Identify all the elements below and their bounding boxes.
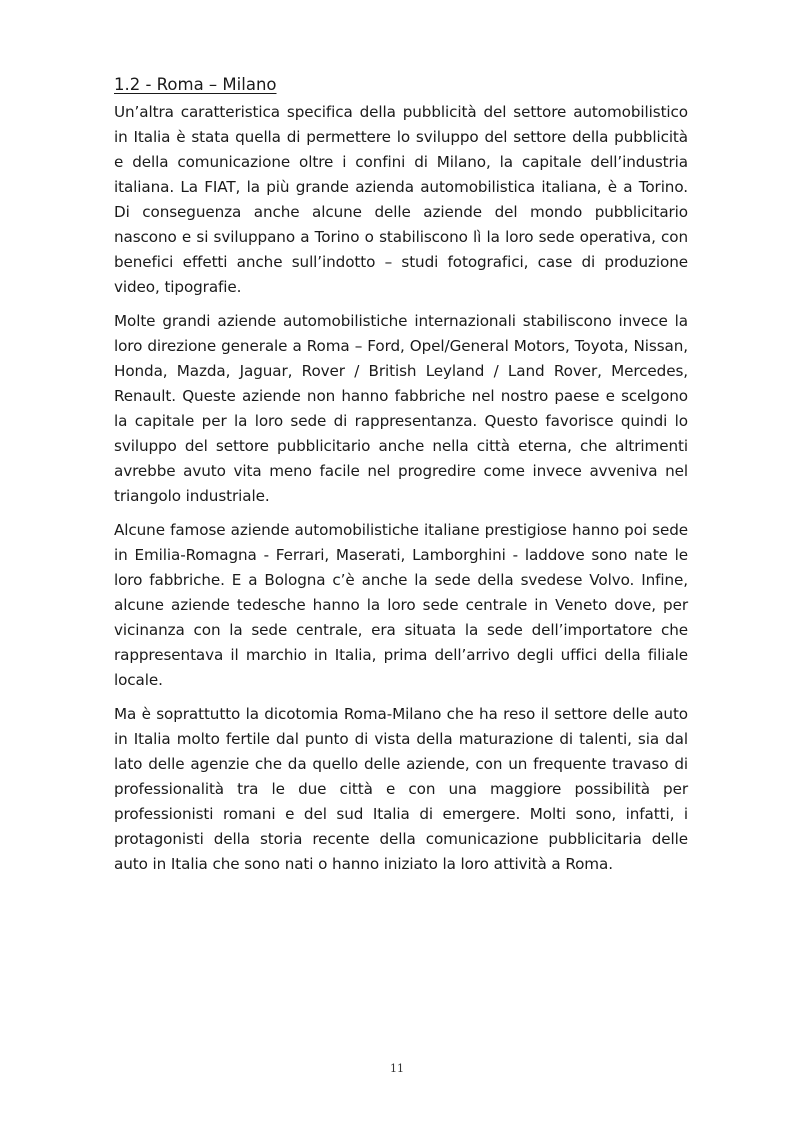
- paragraph-1: Un’altra caratteristica specifica della pubblicità del settore automobilistico in Italia è stata quella di permettere lo sviluppo del settore della pubblicità e della comunicazione oltre i confini di Milano, la capitale dell’industria italiana. La FIAT, la più grande azienda automobilistica italiana, è a Torino. Di conseguenza anche alcune delle aziende del mondo pubblicitario nascono e si sviluppano a Torino o stabiliscono lì la loro sede operativa, con benefici effetti anche sull’indotto – studi fotografici, case di produzione video, tipografie.: [114, 103, 688, 296]
- section-heading: 1.2 - Roma – Milano: [114, 75, 277, 94]
- paragraph-3: Alcune famose aziende automobilistiche italiane prestigiose hanno poi sede in Emilia-Romagna - Ferrari, Maserati, Lamborghini - laddove sono nate le loro fabbriche. E a Bologna c’è anche la sede della svedese Volvo. Infine, alcune aziende tedesche hanno la loro sede centrale in Veneto dove, per vicinanza con la sede centrale, era situata la sede dell’importatore che rappresentava il marchio in Italia, prima dell’arrivo degli uffici della filiale locale.: [114, 521, 688, 689]
- page-body: [114, 72, 688, 886]
- page-number: 11: [390, 1062, 404, 1075]
- paragraph-2: Molte grandi aziende automobilistiche internazionali stabiliscono invece la loro direzione generale a Roma – Ford, Opel/General Motors, Toyota, Nissan, Honda, Mazda, Jaguar, Rover / British Leyland / Land Rover, Mercedes, Renault. Queste aziende non hanno fabbriche nel nostro paese e scelgono la capitale per la loro sede di rappresentanza. Questo favorisce quindi lo sviluppo del settore pubblicitario anche nella città eterna, che altrimenti avrebbe avuto vita meno facile nel progredire come invece avveniva nel triangolo industriale.: [114, 312, 688, 505]
- paragraph-4: Ma è soprattutto la dicotomia Roma-Milano che ha reso il settore delle auto in Italia molto fertile dal punto di vista della maturazione di talenti, sia dal lato delle agenzie che da quello delle aziende, con un frequente travaso di professionalità tra le due città e con una maggiore possibilità per professionisti romani e del sud Italia di emergere. Molti sono, infatti, i protagonisti della storia recente della comunicazione pubblicitaria delle auto in Italia che sono nati o hanno iniziato la loro attività a Roma.: [114, 705, 688, 873]
